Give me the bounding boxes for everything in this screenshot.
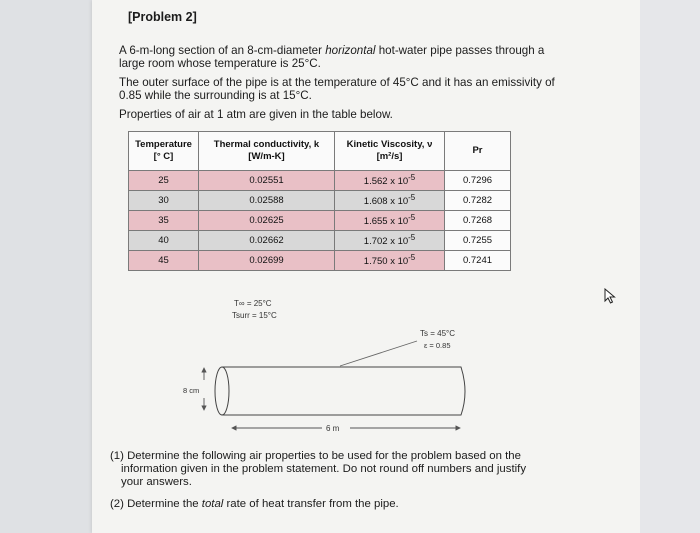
pipe-body (222, 367, 465, 415)
cell-temperature: 45 (129, 251, 199, 271)
cell-temperature: 25 (129, 171, 199, 191)
cell-prandtl: 0.7255 (445, 231, 511, 251)
header-kinetic-viscosity: Kinetic Viscosity, ν [m²/s] (335, 132, 445, 171)
cell-conductivity: 0.02551 (199, 171, 335, 191)
question-1-line-1: (1) Determine the following air properties to be used for the problem based on the (110, 450, 521, 462)
cell-prandtl: 0.7241 (445, 251, 511, 271)
problem-paragraph-2-line-1: The outer surface of the pipe is at the temperature of 45°C and it has an emissivity of (119, 76, 555, 89)
header-thermal-conductivity: Thermal conductivity, k [W/m-K] (199, 132, 335, 171)
diameter-label: 8 cm (183, 386, 200, 395)
cell-viscosity: 1.750 x $10^{-5}$ (335, 251, 445, 271)
cell-temperature: 40 (129, 231, 199, 251)
question-1-line-3: your answers. (121, 476, 192, 488)
header-temperature: Temperature [° C] (129, 132, 199, 171)
problem-paragraph-1-line-1: A 6-m-long section of an 8-cm-diameter horizontal hot-water pipe passes through a (119, 44, 545, 57)
cell-conductivity: 0.02625 (199, 211, 335, 231)
cell-viscosity: 1.655 x $10^{-5}$ (335, 211, 445, 231)
problem-paragraph-3: Properties of air at 1 atm are given in the table below. (119, 108, 393, 121)
ambient-temperature-label: T∞ = 25°C (234, 299, 272, 308)
problem-paragraph-2-line-2: 0.85 while the surrounding is at 15°C. (119, 89, 312, 102)
problem-heading: [Problem 2] (128, 10, 197, 24)
surface-leader-line (340, 341, 417, 366)
surface-temperature-label: Ts = 45°C (420, 329, 455, 338)
problem-paragraph-1-line-2: large room whose temperature is 25°C. (119, 57, 321, 70)
mouse-pointer-icon (604, 288, 618, 304)
cell-viscosity: 1.562 x $10^{-5}$ (335, 171, 445, 191)
cell-prandtl: 0.7268 (445, 211, 511, 231)
cell-conductivity: 0.02588 (199, 191, 335, 211)
cell-prandtl: 0.7296 (445, 171, 511, 191)
length-label: 6 m (326, 424, 340, 433)
cell-viscosity: 1.702 x $10^{-5}$ (335, 231, 445, 251)
cell-viscosity: 1.608 x $10^{-5}$ (335, 191, 445, 211)
cell-conductivity: 0.02662 (199, 231, 335, 251)
emissivity-label: ε = 0.85 (424, 341, 451, 350)
cell-temperature: 35 (129, 211, 199, 231)
surroundings-temperature-label: Tsurr = 15°C (232, 311, 277, 320)
cell-conductivity: 0.02699 (199, 251, 335, 271)
cell-temperature: 30 (129, 191, 199, 211)
header-prandtl: Pr (445, 132, 511, 171)
cell-prandtl: 0.7282 (445, 191, 511, 211)
pipe-end (215, 367, 229, 415)
question-2: (2) Determine the total rate of heat transfer from the pipe. (110, 498, 399, 510)
question-1-line-2: information given in the problem statement. Do not round off numbers and justify (121, 463, 527, 475)
